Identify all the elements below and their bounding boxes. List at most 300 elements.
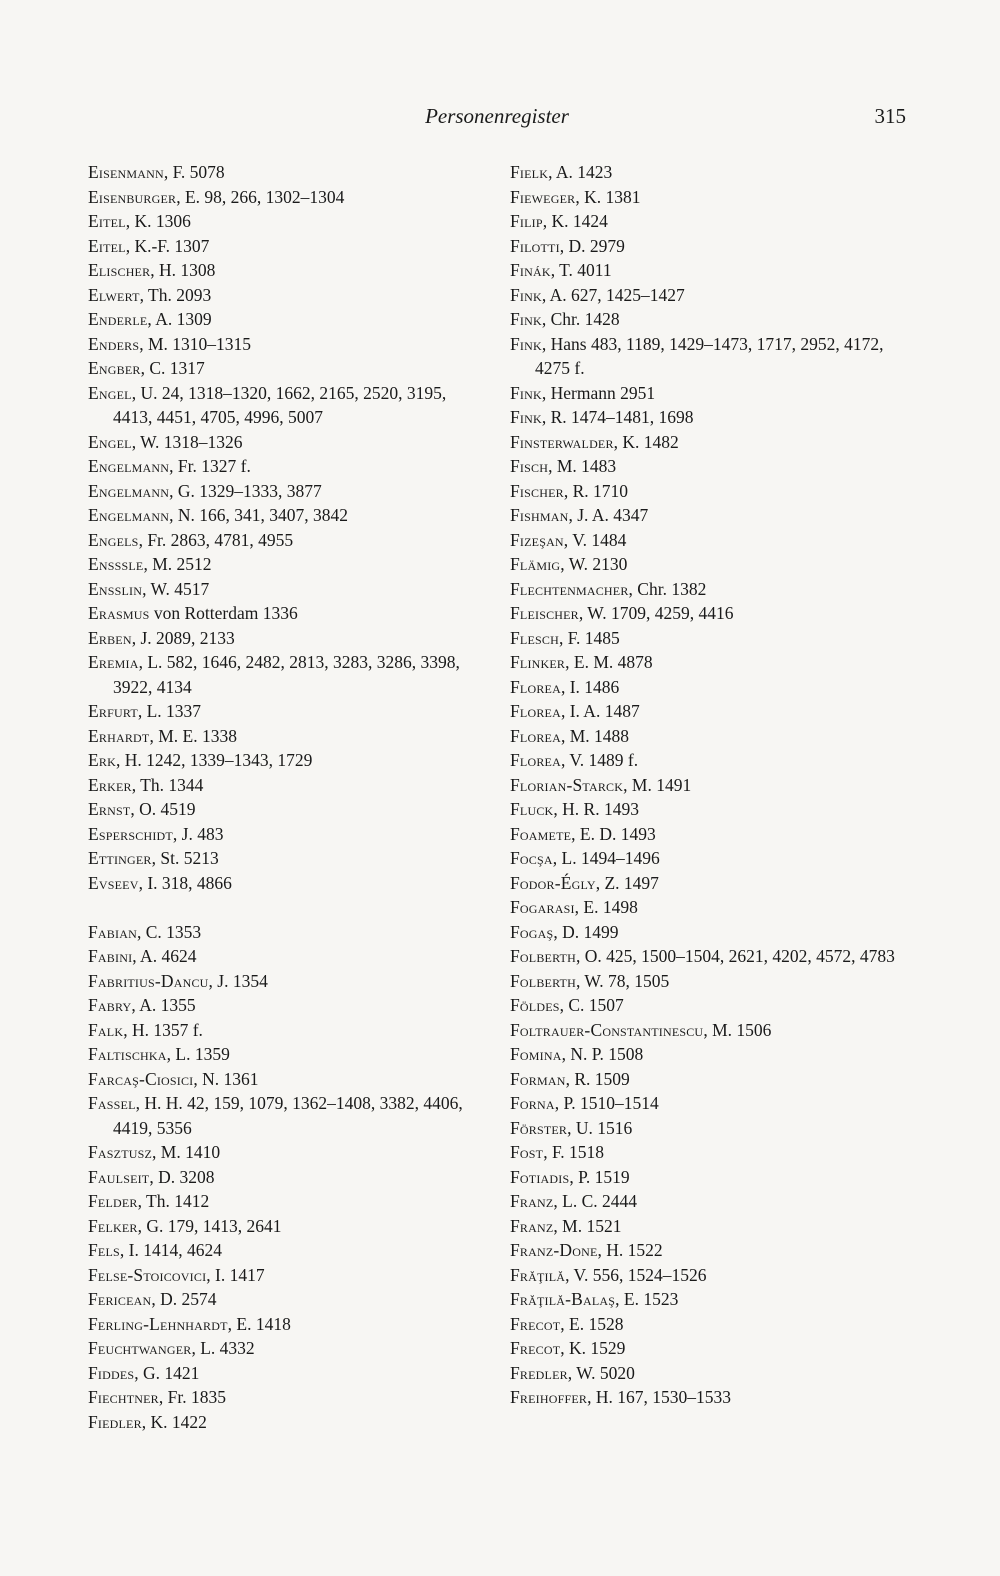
- entry-references: , M. 1310–1315: [139, 333, 252, 354]
- entry-references: , E. M. 4878: [565, 652, 653, 672]
- entry-references: , D. 2574: [151, 1289, 217, 1309]
- entry-references: , W. 2130: [560, 554, 628, 574]
- index-entry: [510, 1287, 910, 1312]
- section-gap: [88, 895, 488, 920]
- entry-references: , R. 1509: [565, 1068, 630, 1089]
- entry-surname: Fomina: [510, 1044, 562, 1064]
- index-entry: [510, 1263, 910, 1288]
- entry-surname: Felker: [88, 1215, 138, 1236]
- index-entry: [88, 1385, 488, 1410]
- entry-surname: Fericean: [88, 1289, 152, 1309]
- index-entry: [510, 1067, 910, 1092]
- entry-references: , M. 1483: [548, 456, 617, 476]
- entry-surname: Fluck: [510, 799, 554, 819]
- entry-references: , P. 1510–1514: [554, 1093, 659, 1113]
- entry-references: von Rotterdam 1336: [149, 603, 298, 623]
- entry-references: , L. 1337: [137, 701, 202, 721]
- index-entry: [88, 748, 488, 773]
- index-entry: [510, 1042, 910, 1067]
- entry-references: , D. 2979: [559, 235, 625, 256]
- entry-references: , Fr. 2863, 4781, 4955: [138, 529, 294, 550]
- entry-references: , C. 1353: [136, 921, 202, 942]
- entry-surname: Falk: [88, 1019, 124, 1040]
- entry-surname: Eremia: [88, 652, 139, 672]
- index-entry: [510, 185, 910, 210]
- index-entry: [88, 332, 488, 357]
- entry-surname: Elischer: [88, 260, 151, 280]
- index-entry: [88, 1140, 488, 1165]
- entry-surname: Florian-Starck: [510, 774, 624, 795]
- entry-references: , Fr. 1327 f.: [169, 456, 251, 476]
- entry-references: , K. 1381: [575, 186, 641, 207]
- entry-references: , U. 1516: [567, 1117, 633, 1138]
- index-entry: [510, 283, 910, 308]
- entry-references: , H. 1357 f.: [123, 1019, 203, 1040]
- index-entry: [510, 846, 910, 871]
- entry-references: , W. 4517: [142, 578, 210, 599]
- index-entry: [88, 577, 488, 602]
- index-entry: [88, 528, 488, 553]
- entry-references: , W. 1318–1326: [131, 431, 243, 452]
- index-entry: [510, 675, 910, 700]
- entry-references: , Th. 2093: [139, 284, 212, 305]
- entry-references: , Z. 1497: [595, 872, 659, 893]
- entry-references: , L. 1359: [166, 1044, 230, 1064]
- entry-surname: Frecot: [510, 1313, 561, 1334]
- entry-references: , N. 1361: [193, 1068, 259, 1089]
- entry-surname: Fink: [510, 407, 542, 427]
- entry-references: , A. 4624: [132, 946, 197, 966]
- entry-surname: Freihoffer: [510, 1387, 588, 1407]
- index-entry: [88, 1312, 488, 1337]
- index-entry: [510, 552, 910, 577]
- index-entry: [510, 160, 910, 185]
- entry-references: , U. 24, 1318–1320, 1662, 2165, 2520, 3195, 4413, 4451, 4705, 4996, 5007: [113, 382, 447, 427]
- entry-surname: Fishman: [510, 505, 569, 525]
- entry-surname: Florea: [510, 701, 561, 721]
- index-entry: [88, 1287, 488, 1312]
- entry-surname: Fiddes: [88, 1362, 135, 1383]
- entry-surname: Flinker: [510, 652, 566, 672]
- entry-references: , E. 1528: [560, 1313, 624, 1334]
- entry-references: , I. 1414, 4624: [119, 1240, 222, 1260]
- entry-references: , G. 1421: [134, 1362, 200, 1383]
- entry-references: , D. 3208: [149, 1166, 215, 1187]
- index-entry: [510, 797, 910, 822]
- index-entry: [510, 920, 910, 945]
- entry-references: , H. 167, 1530–1533: [587, 1387, 731, 1407]
- index-entry: [88, 993, 488, 1018]
- entry-surname: Fels: [88, 1240, 120, 1260]
- entry-surname: Ernst: [88, 799, 131, 819]
- entry-references: , L. 4332: [191, 1338, 255, 1358]
- entry-surname: Fabritius-Dancu: [88, 970, 209, 991]
- entry-surname: Fabry: [88, 995, 132, 1015]
- entry-surname: Frăţilă: [510, 1264, 566, 1285]
- entry-surname: Fink: [510, 382, 542, 403]
- entry-surname: Flesch: [510, 627, 559, 648]
- index-entry: [510, 1116, 910, 1141]
- entry-references: , E. 1418: [227, 1313, 291, 1334]
- entry-references: , J. 2089, 2133: [131, 627, 235, 648]
- entry-surname: Engelmann: [88, 505, 170, 525]
- entry-references: , A. 1355: [131, 995, 196, 1015]
- entry-references: , W. 5020: [567, 1362, 635, 1383]
- index-entry: [88, 454, 488, 479]
- entry-references: , R. 1474–1481, 1698: [541, 407, 694, 427]
- entry-surname: Fasztusz: [88, 1142, 153, 1162]
- entry-references: , I. 318, 4866: [138, 872, 232, 893]
- entry-references: , I. 1417: [206, 1264, 265, 1285]
- entry-surname: Fost: [510, 1142, 544, 1162]
- index-entry: [88, 1336, 488, 1361]
- entry-surname: Fleischer: [510, 603, 579, 623]
- entry-references: , C. 1317: [140, 358, 205, 378]
- index-entry: [88, 1067, 488, 1092]
- entry-surname: Enders: [88, 333, 140, 354]
- index-entry: [510, 871, 910, 896]
- index-entry: [510, 969, 910, 994]
- entry-surname: Fizeşan: [510, 529, 564, 550]
- index-entry: [88, 381, 488, 430]
- index-entry: [510, 577, 910, 602]
- index-entry: [88, 797, 488, 822]
- index-entry: [510, 699, 910, 724]
- entry-references: , Th. 1344: [131, 774, 204, 795]
- index-entry: [510, 601, 910, 626]
- index-entry: [88, 1091, 488, 1140]
- entry-surname: Evseev: [88, 872, 139, 893]
- entry-surname: Filotti: [510, 235, 560, 256]
- entry-references: , R. 1710: [563, 480, 628, 501]
- entry-surname: Frăţilă-Balaş: [510, 1289, 616, 1309]
- index-entry: [510, 773, 910, 798]
- entry-references: , Hans 483, 1189, 1429–1473, 1717, 2952, 4172, 4275 f.: [535, 333, 884, 378]
- index-entry: [510, 1214, 910, 1239]
- index-entry: [88, 699, 488, 724]
- entry-references: , F. 1518: [543, 1142, 605, 1162]
- entry-surname: Flämig: [510, 554, 561, 574]
- entry-surname: Eisenmann: [88, 162, 164, 182]
- index-entry: [510, 381, 910, 406]
- index-entry: [510, 626, 910, 651]
- entry-surname: Focşa: [510, 848, 553, 868]
- entry-references: , K. 1529: [560, 1338, 626, 1358]
- entry-surname: Finák: [510, 260, 551, 280]
- entry-references: , M. E. 1338: [149, 725, 237, 746]
- index-entry: [88, 944, 488, 969]
- entry-references: , W. 1709, 4259, 4416: [578, 603, 734, 623]
- index-entry: [88, 1238, 488, 1263]
- index-entry: [510, 822, 910, 847]
- entry-references: , H. 1522: [597, 1240, 663, 1260]
- entry-references: , O. 425, 1500–1504, 2621, 4202, 4572, 4783: [575, 946, 895, 966]
- entry-references: , Chr. 1428: [541, 309, 620, 329]
- entry-surname: Fischer: [510, 480, 564, 501]
- entry-references: , H. H. 42, 159, 1079, 1362–1408, 3382, 4406, 4419, 5356: [113, 1093, 463, 1138]
- index-entry: [510, 1238, 910, 1263]
- entry-surname: Foamete: [510, 823, 572, 844]
- entry-references: , V. 1484: [563, 529, 627, 550]
- entry-references: , C. 1507: [559, 995, 624, 1015]
- index-entry: [510, 479, 910, 504]
- index-entry: [510, 1361, 910, 1386]
- index-entry: [510, 1336, 910, 1361]
- index-entry: [510, 748, 910, 773]
- index-entry: [88, 503, 488, 528]
- entry-surname: Fassel: [88, 1093, 136, 1113]
- entry-references: , L. 1494–1496: [552, 848, 660, 868]
- entry-references: , L. C. 2444: [553, 1191, 638, 1211]
- entry-surname: Ensssle: [88, 554, 144, 574]
- entry-surname: Finsterwalder: [510, 431, 614, 452]
- entry-references: , J. 1354: [208, 970, 268, 991]
- entry-surname: Fredler: [510, 1362, 568, 1383]
- entry-references: , F. 5078: [163, 162, 225, 182]
- index-column-left: [88, 160, 488, 1434]
- entry-references: , Fr. 1835: [158, 1387, 226, 1407]
- entry-surname: Felder: [88, 1191, 138, 1211]
- index-entry: [510, 1091, 910, 1116]
- index-entry: [510, 650, 910, 675]
- entry-surname: Farcaş-Ciosici: [88, 1068, 194, 1089]
- entry-references: , E. 1498: [574, 897, 638, 917]
- entry-surname: Engel: [88, 431, 132, 452]
- index-entry: [510, 430, 910, 455]
- entry-references: , Hermann 2951: [541, 382, 656, 403]
- entry-surname: Feuchtwanger: [88, 1338, 192, 1358]
- index-entry: [88, 283, 488, 308]
- entry-references: , H. 1242, 1339–1343, 1729: [115, 750, 313, 770]
- entry-references: , A. 1423: [548, 162, 613, 182]
- entry-references: , M. 2512: [143, 554, 212, 574]
- entry-surname: Fabian: [88, 921, 137, 942]
- entry-surname: Fogarasi: [510, 897, 575, 917]
- entry-surname: Florea: [510, 725, 561, 746]
- entry-surname: Felse-Stoicovici: [88, 1264, 207, 1285]
- entry-surname: Erfurt: [88, 701, 138, 721]
- entry-references: , K. 1482: [613, 431, 679, 452]
- entry-surname: Engber: [88, 358, 141, 378]
- entry-surname: Fabini: [88, 946, 133, 966]
- index-entry: [510, 405, 910, 430]
- entry-references: , M. 1506: [703, 1019, 772, 1040]
- entry-references: , A. 627, 1425–1427: [541, 284, 685, 305]
- page-number: 315: [874, 104, 906, 128]
- entry-surname: Filip: [510, 211, 543, 231]
- entry-surname: Franz: [510, 1191, 554, 1211]
- entry-references: , St. 5213: [151, 848, 219, 868]
- entry-surname: Franz: [510, 1215, 554, 1236]
- index-entry: [510, 944, 910, 969]
- index-entry: [88, 479, 488, 504]
- entry-references: , G. 179, 1413, 2641: [137, 1215, 282, 1236]
- entry-surname: Engel: [88, 382, 132, 403]
- entry-surname: Foltrauer-Constantinescu: [510, 1019, 704, 1040]
- index-entry: [88, 822, 488, 847]
- entry-surname: Ferling-Lehnhardt: [88, 1313, 228, 1334]
- index-entry: [510, 895, 910, 920]
- entry-surname: Faulseit: [88, 1166, 150, 1187]
- index-entry: [88, 626, 488, 651]
- entry-references: , V. 556, 1524–1526: [565, 1264, 707, 1285]
- page-title: Personenregister: [425, 104, 569, 128]
- entry-surname: Erhardt: [88, 725, 150, 746]
- page-header: [88, 104, 906, 134]
- index-entry: [510, 454, 910, 479]
- entry-references: , V. 1489 f.: [560, 750, 639, 770]
- index-entry: [88, 258, 488, 283]
- entry-surname: Erk: [88, 750, 116, 770]
- entry-references: , H. R. 1493: [553, 799, 639, 819]
- index-entry: [510, 724, 910, 749]
- index-entry: [88, 650, 488, 699]
- index-entry: [510, 503, 910, 528]
- index-entry: [88, 1361, 488, 1386]
- entry-surname: Eitel: [88, 235, 126, 256]
- index-entry: [510, 1312, 910, 1337]
- index-entry: [88, 209, 488, 234]
- entry-surname: Eitel: [88, 211, 126, 231]
- entry-references: , M. 1521: [553, 1215, 622, 1236]
- entry-surname: Faltischka: [88, 1044, 167, 1064]
- index-column-right: [510, 160, 910, 1410]
- entry-surname: Florea: [510, 750, 561, 770]
- entry-references: , L. 582, 1646, 2482, 2813, 3283, 3286, 3398, 3922, 4134: [113, 652, 460, 697]
- entry-references: , N. 166, 341, 3407, 3842: [169, 505, 349, 525]
- entry-surname: Fiedler: [88, 1411, 142, 1432]
- index-entry: [88, 160, 488, 185]
- index-entry: [88, 773, 488, 798]
- index-entry: [88, 430, 488, 455]
- entry-surname: Fodor-Égly: [510, 872, 596, 893]
- entry-references: , I. A. 1487: [560, 701, 640, 721]
- entry-references: , P. 1519: [569, 1166, 630, 1187]
- entry-surname: Esperschidt: [88, 823, 173, 844]
- entry-surname: Forman: [510, 1068, 566, 1089]
- index-entry: [88, 185, 488, 210]
- index-entry: [510, 1385, 910, 1410]
- index-entry: [88, 1263, 488, 1288]
- index-entry: [88, 969, 488, 994]
- entry-surname: Fielk: [510, 162, 549, 182]
- entry-references: , T. 4011: [550, 260, 612, 280]
- index-entry: [510, 332, 910, 381]
- entry-references: , E. D. 1493: [571, 823, 656, 844]
- entry-surname: Folberth: [510, 946, 576, 966]
- entry-references: , M. 1491: [623, 774, 692, 795]
- entry-references: , H. 1308: [150, 260, 216, 280]
- entry-references: , G. 1329–1333, 3877: [169, 480, 322, 501]
- entry-surname: Erasmus: [88, 603, 150, 623]
- index-entry: [510, 528, 910, 553]
- entry-references: , E. 98, 266, 1302–1304: [176, 186, 345, 207]
- entry-surname: Ettinger: [88, 848, 152, 868]
- entry-surname: Erker: [88, 774, 132, 795]
- entry-surname: Fink: [510, 333, 542, 354]
- entry-surname: Fotiadis: [510, 1166, 570, 1187]
- entry-references: , F. 1485: [558, 627, 620, 648]
- entry-surname: Eisenburger: [88, 186, 177, 207]
- index-entry: [88, 307, 488, 332]
- entry-surname: Fogaş: [510, 921, 554, 942]
- entry-references: , J. A. 4347: [568, 505, 649, 525]
- entry-references: , A. 1309: [147, 309, 212, 329]
- index-entry: [510, 1018, 910, 1043]
- entry-surname: Földes: [510, 995, 560, 1015]
- entry-references: , M. 1488: [560, 725, 629, 746]
- index-entry: [510, 258, 910, 283]
- entry-surname: Enderle: [88, 309, 148, 329]
- entry-surname: Engels: [88, 529, 139, 550]
- entry-surname: Förster: [510, 1117, 568, 1138]
- index-entry: [88, 356, 488, 381]
- index-entry: [510, 1140, 910, 1165]
- index-entry: [510, 234, 910, 259]
- entry-references: , M. 1410: [152, 1142, 221, 1162]
- index-entry: [510, 1165, 910, 1190]
- entry-references: , K.-F. 1307: [125, 235, 210, 256]
- index-entry: [88, 552, 488, 577]
- index-entry: [88, 234, 488, 259]
- entry-surname: Franz-Done: [510, 1240, 598, 1260]
- entry-references: , O. 4519: [130, 799, 196, 819]
- entry-references: , Chr. 1382: [628, 578, 707, 599]
- index-entry: [510, 993, 910, 1018]
- entry-surname: Elwert: [88, 284, 140, 305]
- entry-references: , K. 1422: [141, 1411, 207, 1432]
- entry-references: , K. 1424: [542, 211, 608, 231]
- index-entry: [88, 1214, 488, 1239]
- entry-surname: Erben: [88, 627, 132, 648]
- index-entry: [88, 871, 488, 896]
- entry-surname: Fieweger: [510, 186, 576, 207]
- entry-references: , N. P. 1508: [561, 1044, 644, 1064]
- entry-references: , K. 1306: [125, 211, 191, 231]
- index-entry: [88, 1018, 488, 1043]
- entry-surname: Folberth: [510, 970, 576, 991]
- index-entry: [510, 1189, 910, 1214]
- index-entry: [88, 920, 488, 945]
- index-entry: [88, 601, 488, 626]
- entry-surname: Fiechtner: [88, 1387, 159, 1407]
- index-entry: [88, 1410, 488, 1435]
- index-entry: [510, 209, 910, 234]
- entry-references: , W. 78, 1505: [575, 970, 670, 991]
- entry-surname: Forna: [510, 1093, 555, 1113]
- index-entry: [88, 1042, 488, 1067]
- entry-surname: Florea: [510, 676, 561, 697]
- entry-references: , E. 1523: [615, 1289, 679, 1309]
- entry-references: , I. 1486: [560, 676, 620, 697]
- entry-references: , D. 1499: [553, 921, 619, 942]
- entry-surname: Ensslin: [88, 578, 143, 599]
- index-entry: [88, 724, 488, 749]
- entry-surname: Engelmann: [88, 480, 170, 501]
- index-entry: [510, 307, 910, 332]
- index-entry: [88, 1165, 488, 1190]
- entry-surname: Fink: [510, 309, 542, 329]
- entry-surname: Engelmann: [88, 456, 170, 476]
- entry-references: , J. 483: [172, 823, 224, 844]
- index-entry: [88, 846, 488, 871]
- entry-surname: Flechtenmacher: [510, 578, 629, 599]
- entry-surname: Frecot: [510, 1338, 561, 1358]
- entry-surname: Fink: [510, 284, 542, 305]
- index-entry: [88, 1189, 488, 1214]
- entry-references: , Th. 1412: [137, 1191, 210, 1211]
- entry-surname: Fisch: [510, 456, 549, 476]
